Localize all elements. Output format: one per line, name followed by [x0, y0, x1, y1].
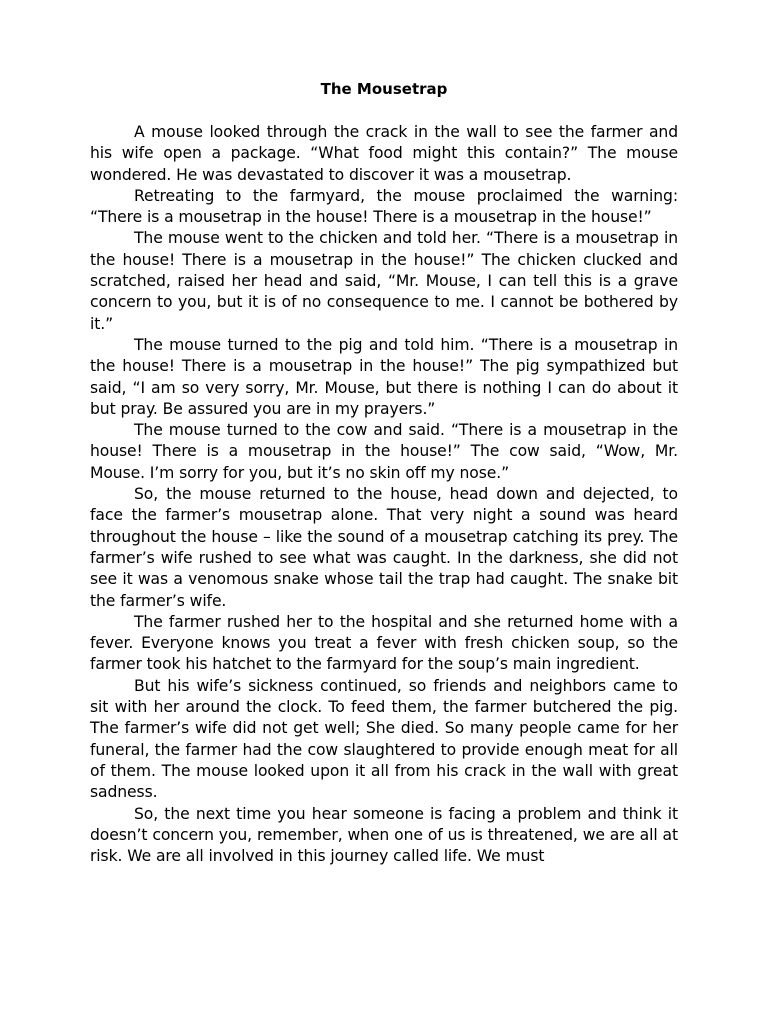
paragraph: The farmer rushed her to the hospital and she returned home with a fever. Everyone knows you treat a fever with fresh chicken soup, so the farmer took his hatchet to the farmyard for the soup’s main ingredient. [90, 612, 678, 674]
paragraph: A mouse looked through the crack in the wall to see the farmer and his wife open a package. “What food might this contain?” The mouse wondered. He was devastated to discover it was a mousetrap. [90, 123, 678, 184]
paragraph: Retreating to the farmyard, the mouse proclaimed the warning: “There is a mousetrap in the house! There is a mousetrap in the house!” [90, 186, 678, 227]
paragraph: So, the next time you hear someone is facing a problem and think it doesn’t concern you, remember, when one of us is threatened, we are all at risk. We are all involved in this journey called life. We must [90, 804, 678, 866]
paragraph: The mouse turned to the pig and told him. “There is a mousetrap in the house! There is a mousetrap in the house!” The pig sympathized but said, “I am so very sorry, Mr. Mouse, but there is nothing I can do about it but pray. Be assured you are in my prayers.” [90, 335, 678, 418]
paragraph: The mouse turned to the cow and said. “There is a mousetrap in the house! There is a mousetrap in the house!” The cow said, “Wow, Mr. Mouse. I’m sorry for you, but it’s no skin off my nose.” [90, 421, 678, 482]
document-body [90, 122, 678, 867]
paragraph: So, the mouse returned to the house, head down and dejected, to face the farmer’s mousetrap alone. That very night a sound was heard throughout the house – like the sound of a mousetrap catching its prey. The farmer’s wife rushed to see what was caught. In the darkness, she did not see it was a venomous snake whose tail the trap had caught. The snake bit the farmer’s wife. [90, 485, 678, 610]
paragraph: But his wife’s sickness continued, so friends and neighbors came to sit with her around the clock. To feed them, the farmer butchered the pig. The farmer’s wife did not get well; She died. So many people came for her funeral, the farmer had the cow slaughtered to provide enough meat for all of them. The mouse looked upon it all from his crack in the wall with great sadness. [90, 676, 678, 802]
paragraph: The mouse went to the chicken and told her. “There is a mousetrap in the house! There is a mousetrap in the house!” The chicken clucked and scratched, raised her head and said, “Mr. Mouse, I can tell this is a grave concern to you, but it is of no consequence to me. I cannot be bothered by it.” [90, 229, 678, 333]
document-title: The Mousetrap [320, 80, 448, 98]
